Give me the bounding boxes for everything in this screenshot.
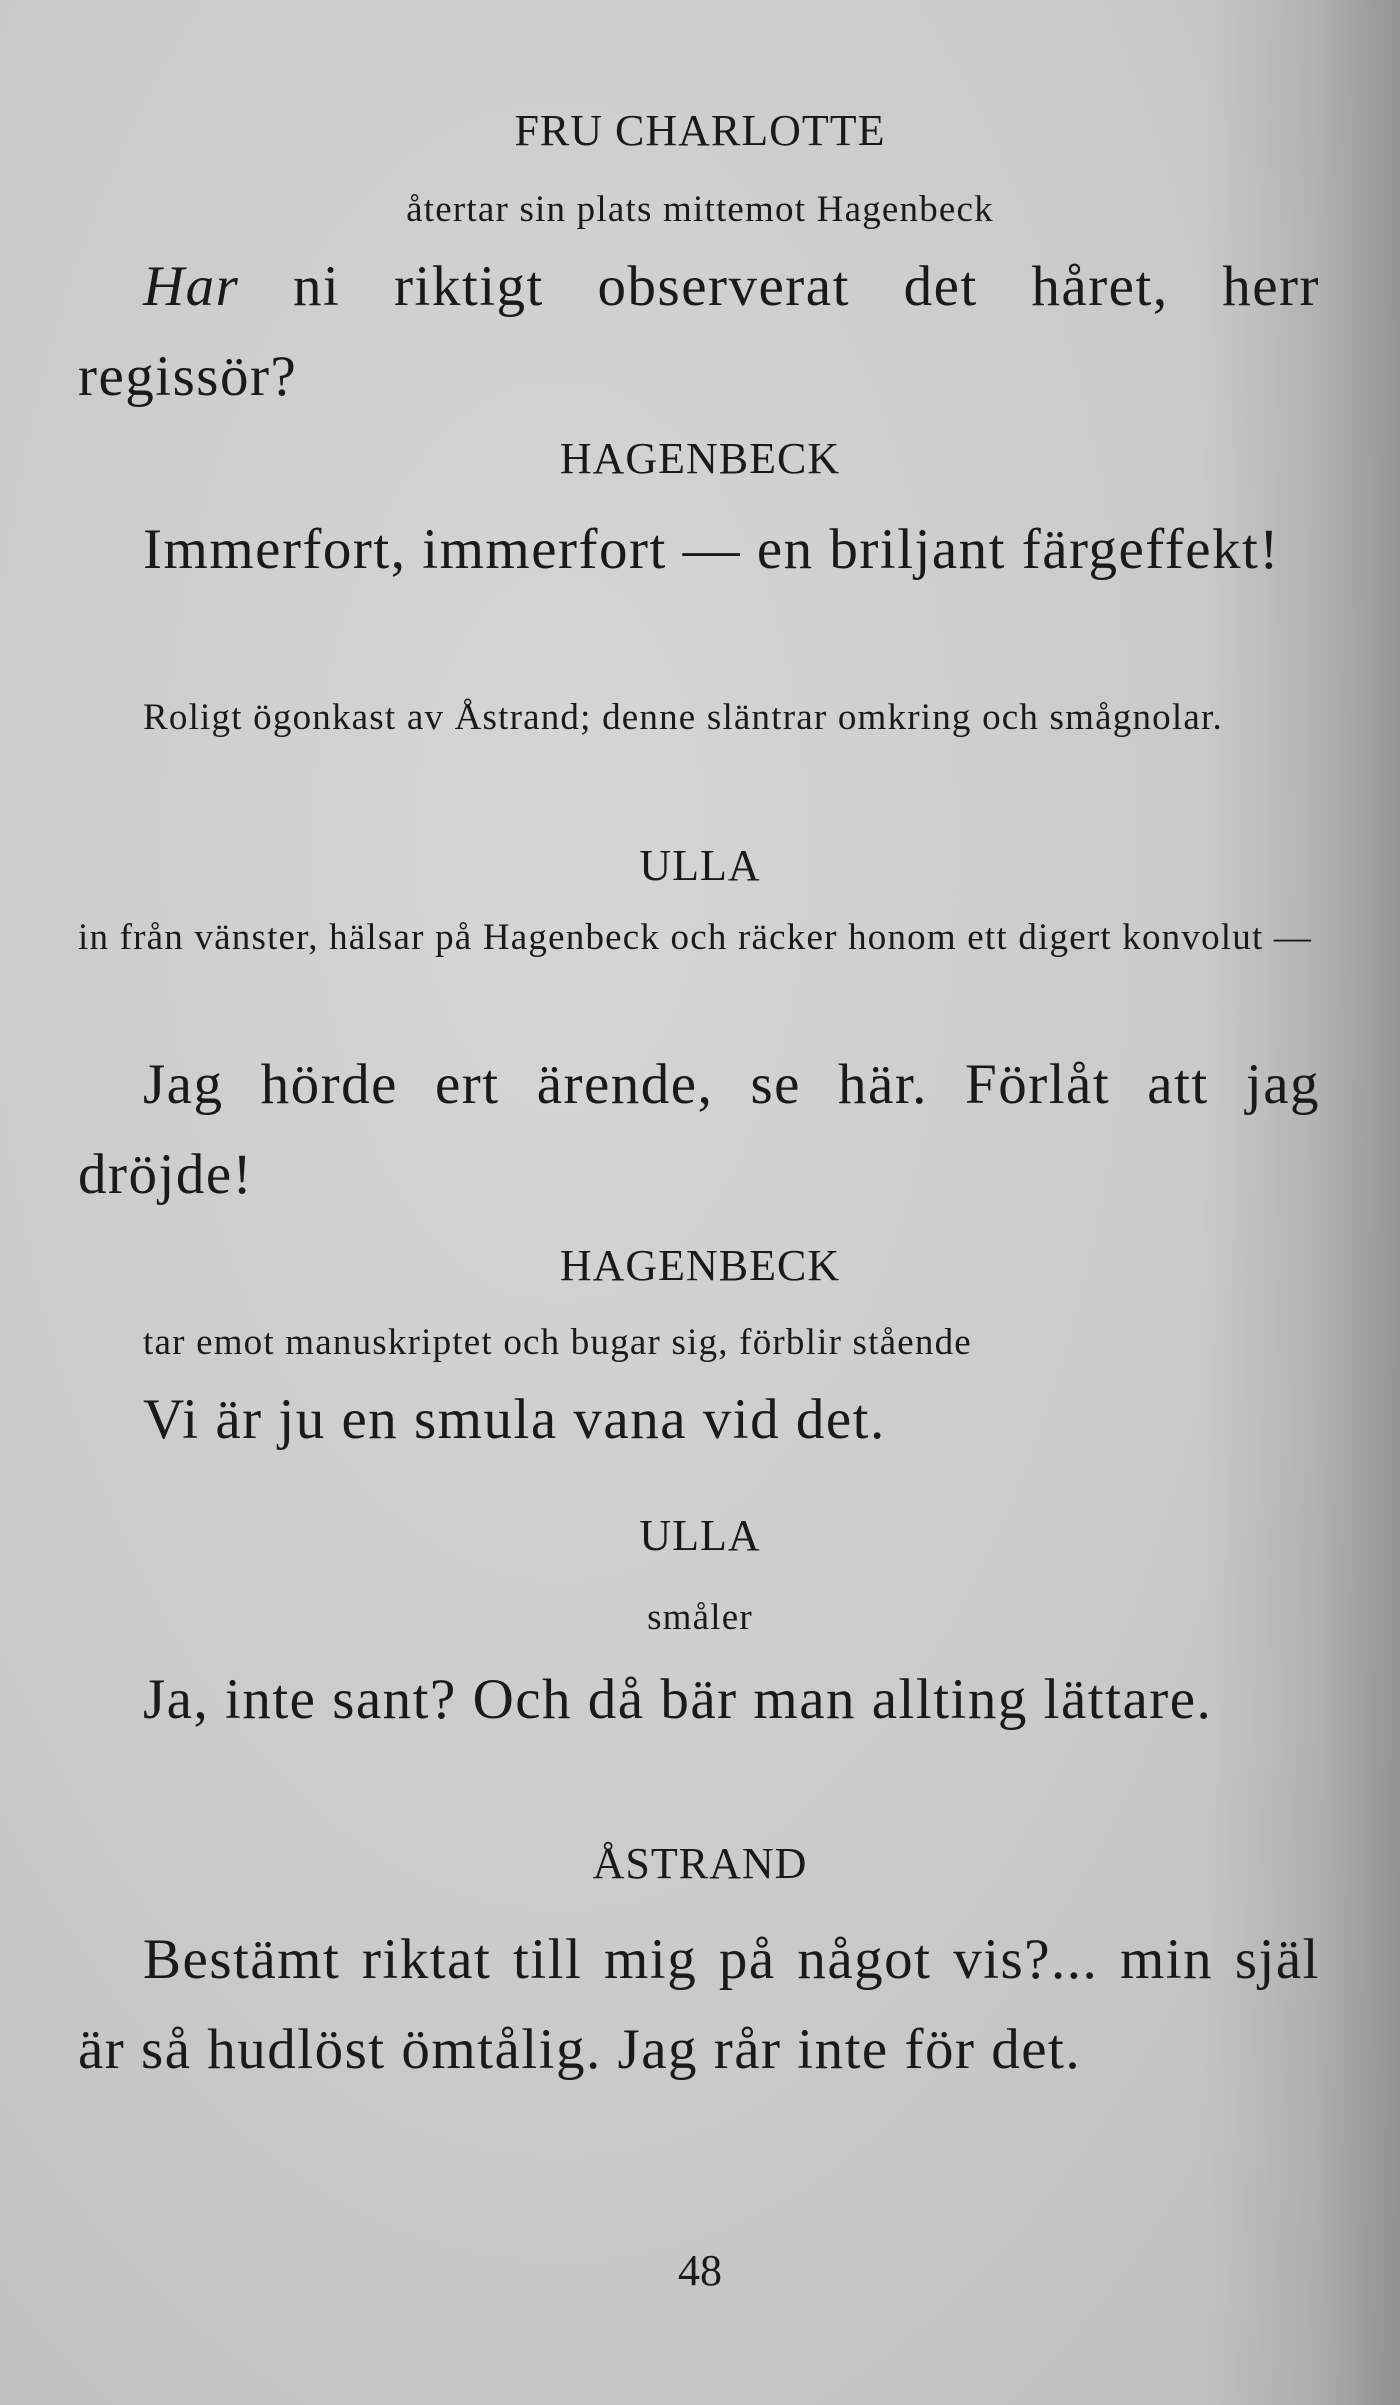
speech-emphasis: Har	[143, 255, 240, 318]
stage-direction: småler	[647, 1597, 753, 1638]
speaker-name: FRU CHARLOTTE	[514, 106, 886, 155]
speech-text: Ja, inte sant? Och då bär man allting lättare.	[143, 1668, 1213, 1731]
speech-text	[78, 242, 1320, 422]
stage-direction: återtar sin plats mittemot Hagenbeck	[406, 189, 994, 230]
speech-text: Bestämt riktat till mig på något vis?... min själ är så hudlöst ömtålig. Jag rår inte för det.	[78, 1928, 1320, 2081]
speech-text: Immerfort, immerfort — en briljant färgeffekt!	[143, 518, 1280, 581]
stage-direction: Roligt ögonkast av Åstrand; denne släntrar omkring och smågnolar.	[143, 697, 1223, 738]
speech-text: Jag hörde ert ärende, se här. Förlåt att jag dröjde!	[78, 1053, 1320, 1206]
speech-text-rest: ni riktigt observerat det håret, herr regissör?	[78, 255, 1320, 408]
speaker-name: ULLA	[639, 1511, 761, 1560]
speaker-name: ULLA	[639, 841, 761, 890]
page-number: 48	[678, 2246, 722, 2295]
stage-direction: in från vänster, hälsar på Hagenbeck och räcker honom ett digert konvolut —	[78, 917, 1313, 958]
speech-text: Vi är ju en smula vana vid det.	[143, 1388, 886, 1451]
speaker-name: HAGENBECK	[559, 434, 841, 483]
speaker-name: HAGENBECK	[559, 1241, 841, 1290]
stage-direction: tar emot manuskriptet och bugar sig, förblir stående	[143, 1322, 972, 1363]
speaker-name: ÅSTRAND	[592, 1839, 808, 1888]
